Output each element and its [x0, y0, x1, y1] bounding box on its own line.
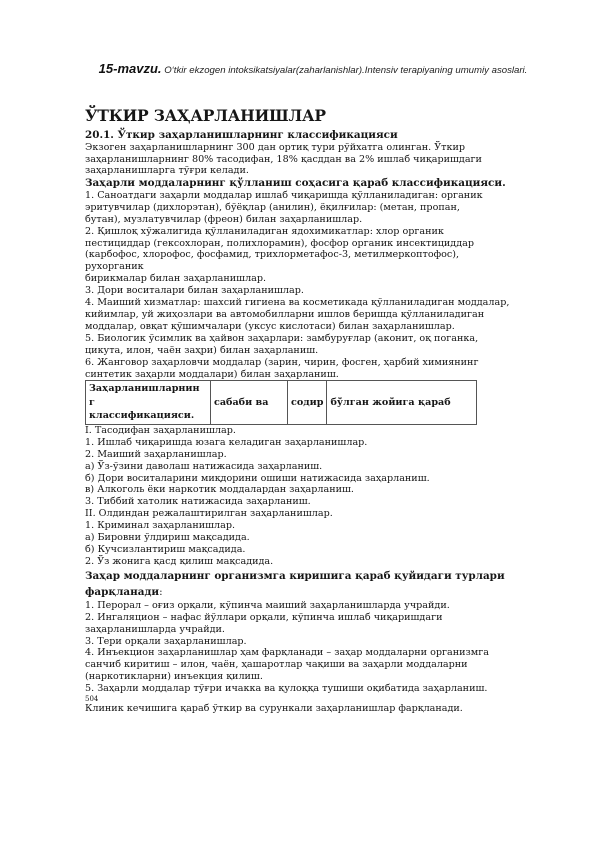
- routes-heading: [85, 568, 555, 600]
- page-title: ЎТКИР ЗАҲАРЛАНИШЛАР: [85, 106, 326, 125]
- heading-line: Заҳар моддаларнинг организмга киришига қараб қуйидаги турлари: [85, 569, 505, 582]
- text-line: заҳарланишларга тўғри келади.: [85, 165, 249, 177]
- table-cell-place: бўлган жойига қараб: [327, 381, 477, 425]
- topic-header: [78, 60, 548, 80]
- routes-list: [85, 600, 555, 695]
- text-line: б) Кучсизлантириш мақсадида.: [85, 543, 246, 555]
- table-cell-occurred: содир: [288, 381, 327, 425]
- text-line: 5. Биологик ўсимлик ва ҳайвон заҳарлари: замбуруғлар (аконит, оқ поганка,: [85, 332, 479, 344]
- classification-list: [85, 190, 555, 381]
- text-line: заҳарланишларнинг 80% тасодифан, 18% қасддан ва 2% ишлаб чиқаришдаги: [85, 153, 482, 165]
- text-line: бирикмалар билан заҳарланишлар.: [85, 273, 267, 285]
- text-line: рухорганик: [85, 261, 144, 273]
- topic-title: O‘tkir ekzogen intoksikatsiyalar(zaharlanishlar).Intensiv terapiyaning umumiy asoslari.: [161, 65, 528, 76]
- intro-paragraph: [85, 142, 555, 178]
- cell-line: г: [89, 396, 95, 408]
- text-line: 4. Инъекцион заҳарланишлар ҳам фарқланади – заҳар моддаларни организмга: [85, 647, 489, 659]
- text-line: 6. Жанговор заҳарловчи моддалар (зарин, чирин, фосген, ҳарбий химиянинг: [85, 356, 479, 368]
- text-line: 2. Ингаляцион – нафас йўллари орқали, кўпинча ишлаб чиқаришдаги: [85, 611, 443, 623]
- text-line: II. Олдиндан режалаштирилган заҳарланишлар.: [85, 508, 333, 520]
- table-cell-cause: сабаби ва: [211, 381, 288, 425]
- text-line: в) Алкоголь ёки наркотик моддалардан заҳарланиш.: [85, 484, 354, 496]
- text-line: санчиб киритиш – илон, чаён, ҳашаротлар чақиши ва заҳарли моддаларни: [85, 659, 468, 671]
- text-line: 1. Перорал – оғиз орқали, кўпинча маиший заҳарланишларда учрайди.: [85, 599, 450, 611]
- text-line: 2. Ўз жонига қасд қилиш мақсадида.: [85, 555, 274, 567]
- classification-heading: Заҳарли моддаларнинг қўлланиш соҳасига қараб классификацияси.: [85, 177, 506, 190]
- text-line: пестициддар (гексохлоран, полихлорамин), фосфор органик инсектициддар: [85, 237, 474, 249]
- text-line: а) Бировни ўлдириш мақсадида.: [85, 532, 250, 544]
- text-line: Экзоген заҳарланишларнинг 300 дан ортиқ тури рўйхатга олинган. Ўткир: [85, 141, 465, 153]
- text-line: бутан), музлатувчилар (фреон) билан заҳарланишлар.: [85, 213, 363, 225]
- text-line: 3. Тери орқали заҳарланишлар.: [85, 635, 247, 647]
- text-line: 1. Криминал заҳарланишлар.: [85, 520, 236, 532]
- table-cell-classification: [86, 381, 211, 425]
- text-line: кийимлар, уй жиҳозлари ва автомобилларни ишлов беришда қўлланиладиган: [85, 308, 485, 320]
- text-line: синтетик заҳарли моддалари) билан заҳарланиш.: [85, 368, 339, 380]
- heading-text: фарқланади: [85, 585, 160, 598]
- text-line: 1. Ишлаб чиқаришда юзага келадиган заҳарланишлар.: [85, 436, 368, 448]
- text-line: заҳарланишларда учрайди.: [85, 623, 225, 635]
- text-line: 3. Дори воситалари билан заҳарланишлар.: [85, 285, 304, 297]
- text-line: моддалар, овқат қўшимчалари (уксус кислотаси) билан заҳарланишлар.: [85, 320, 455, 332]
- page-number: 504: [85, 695, 99, 704]
- text-line: а) Ўз-ўзини даволаш натижасида заҳарланиш.: [85, 460, 323, 472]
- text-line: эритувчилар (дихлорэтан), бўёқлар (анилин), ёқилғилар: (метан, пропан,: [85, 201, 460, 213]
- text-line: 1. Саноатдаги заҳарли моддалар ишлаб чиқаришда қўлланиладиган: органик: [85, 189, 483, 201]
- text-line: (наркотикларни) инъекция қилиш.: [85, 671, 263, 683]
- cell-line: классификацияси.: [89, 410, 195, 422]
- section-title: 20.1. Ўткир заҳарланишларнинг классификацияси: [85, 129, 398, 141]
- text-line: 3. Тиббий хатолик натижасида заҳарланиш.: [85, 496, 311, 508]
- cell-line: Заҳарланишларнин: [89, 383, 200, 395]
- heading-line-2: [85, 584, 555, 600]
- text-line: (карбофос, хлорофос, фосфамид, трихлорметафос-3, метилмеркоптофос),: [85, 249, 460, 261]
- text-line: 4. Маиший хизматлар: шахсий гигиена ва косметикада қўлланиладиган моддалар,: [85, 297, 510, 309]
- text-line: цикута, илон, чаён заҳри) билан заҳарланиш.: [85, 344, 319, 356]
- classification-table: [85, 380, 477, 425]
- text-line: 2. Қишлоқ хўжалигида қўлланиладиган ядохимикатлар: хлор органик: [85, 225, 444, 237]
- topic-number: 15-mavzu.: [98, 61, 162, 76]
- table-row: [86, 381, 477, 425]
- heading-colon: :: [159, 585, 163, 598]
- text-line: Клиник кечишига қараб ўткир ва сурункали заҳарланишлар фарқланади.: [85, 703, 463, 715]
- text-line: б) Дори воситаларини миқдорини ошиши натижасида заҳарланиш.: [85, 472, 430, 484]
- document-body: [85, 106, 555, 715]
- text-line: I. Тасодифан заҳарланишлар.: [85, 424, 236, 436]
- text-line: 5. Заҳарли моддалар тўғри ичакка ва қулоққа тушиши оқибатида заҳарланиш.: [85, 683, 488, 695]
- causes-list: [85, 425, 555, 568]
- text-line: 2. Маиший заҳарланишлар.: [85, 448, 227, 460]
